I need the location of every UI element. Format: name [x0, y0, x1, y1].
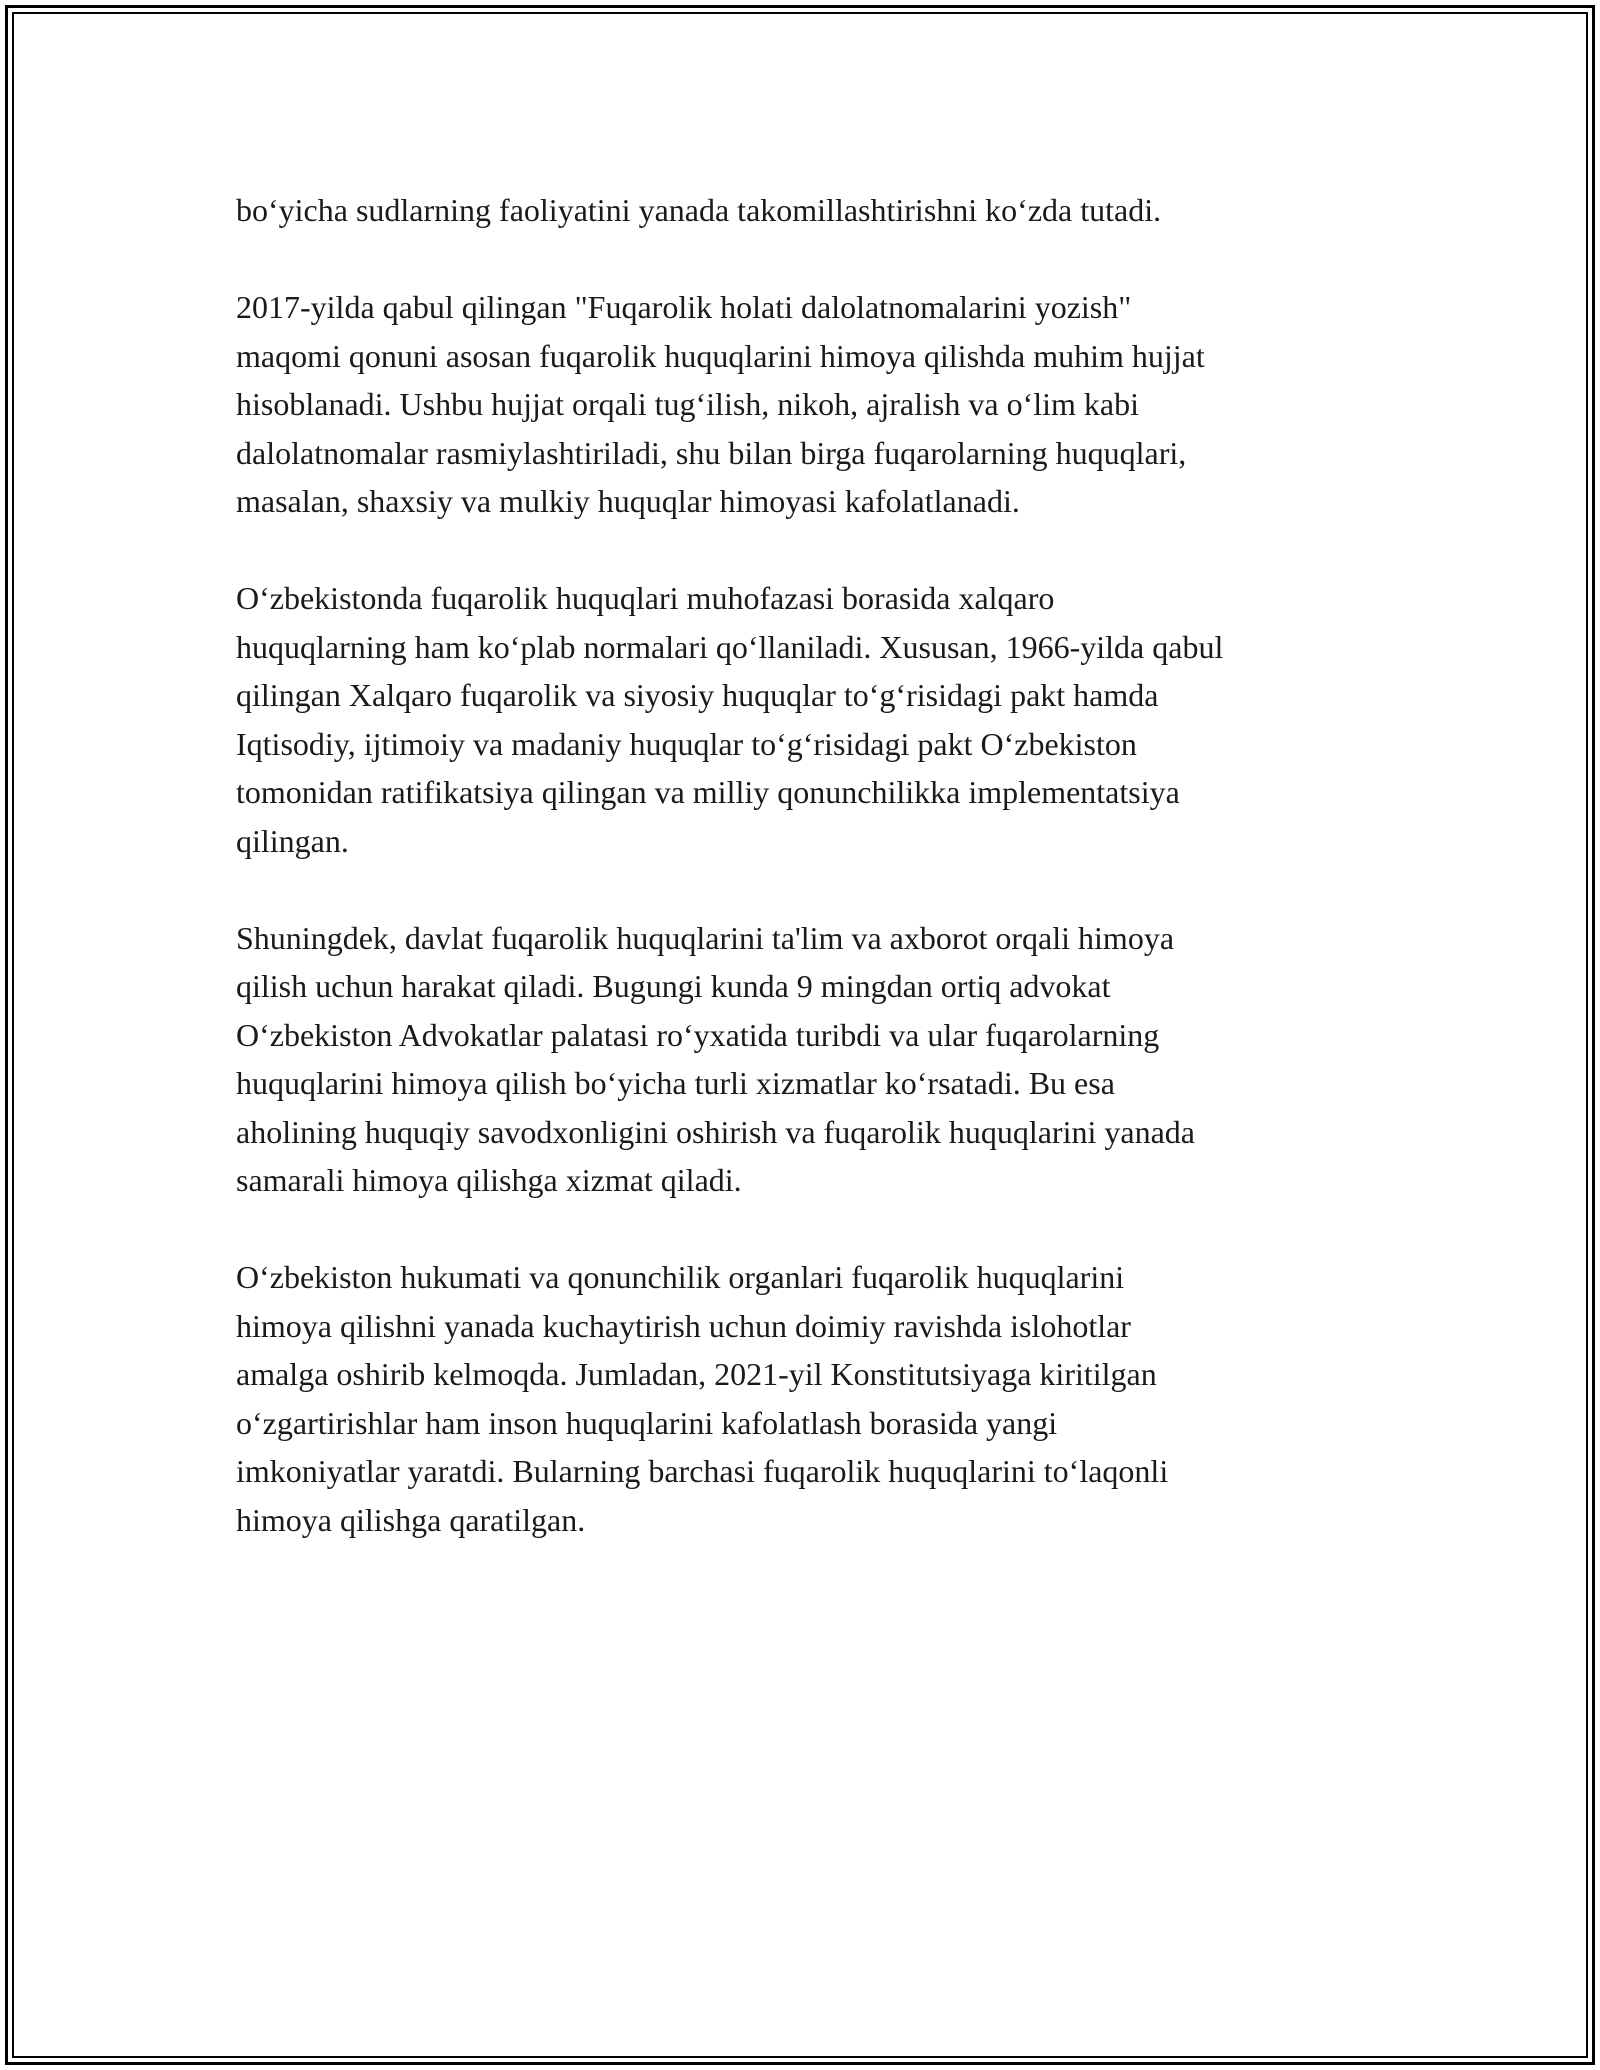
- paragraph: 2017-yilda qabul qilingan "Fuqarolik holati dalolatnomalarini yozish" maqomi qonuni asosan fuqarolik huquqlarini himoya qilishda muhim hujjat hisoblanadi. Ushbu hujjat orqali tug‘ilish, nikoh, ajralish va o‘lim kabi dalolatnomalar rasmiylashtiriladi, shu bilan birga fuqarolarning huquqlari, masalan, shaxsiy va mulkiy huquqlar himoyasi kafolatlanadi.: [236, 289, 1205, 519]
- paragraph: bo‘yicha sudlarning faoliyatini yanada takomillashtirishni ko‘zda tutadi.: [236, 192, 1162, 228]
- document-body: [236, 186, 1386, 1593]
- paragraph: O‘zbekistonda fuqarolik huquqlari muhofazasi borasida xalqaro huquqlarning ham ko‘plab normalari qo‘llaniladi. Xususan, 1966-yilda qabul qilingan Xalqaro fuqarolik va siyosiy huquqlar to‘g‘risidagi pakt hamda Iqtisodiy, ijtimoiy va madaniy huquqlar to‘g‘risidagi pakt O‘zbekiston tomonidan ratifikatsiya qilingan va milliy qonunchilikka implementatsiya qilingan.: [236, 580, 1224, 859]
- paragraph: Shuningdek, davlat fuqarolik huquqlarini ta'lim va axborot orqali himoya qilish uchun harakat qiladi. Bugungi kunda 9 mingdan ortiq advokat O‘zbekiston Advokatlar palatasi ro‘yxatida turibdi va ular fuqarolarning huquqlarini himoya qilish bo‘yicha turli xizmatlar ko‘rsatadi. Bu esa aholining huquqiy savodxonligini oshirish va fuqarolik huquqlarini yanada samarali himoya qilishga xizmat qiladi.: [236, 919, 1195, 1198]
- paragraph: O‘zbekiston hukumati va qonunchilik organlari fuqarolik huquqlarini himoya qilishni yanada kuchaytirish uchun doimiy ravishda islohotlar amalga oshirib kelmoqda. Jumladan, 2021-yil Konstitutsiyaga kiritilgan o‘zgartirishlar ham inson huquqlarini kafolatlash borasida yangi imkoniyatlar yaratdi. Bularning barchasi fuqarolik huquqlarini to‘laqonli himoya qilishga qaratilgan.: [236, 1259, 1169, 1538]
